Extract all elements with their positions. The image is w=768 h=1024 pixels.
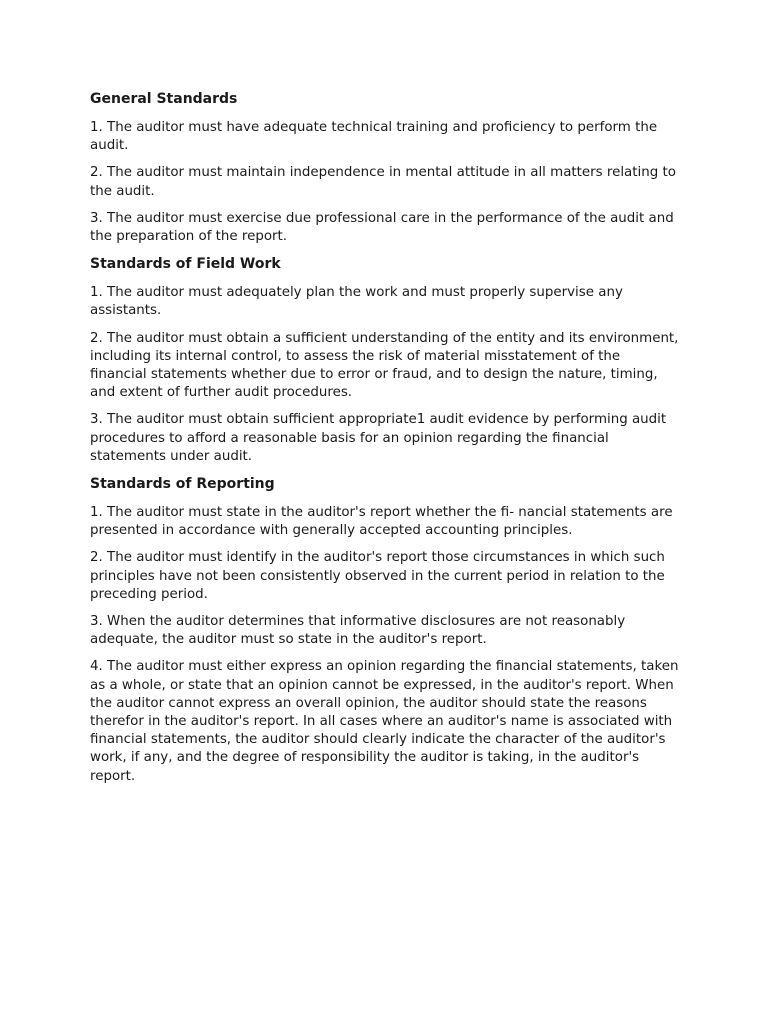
section-heading: Standards of Reporting (90, 476, 275, 493)
standard-paragraph: 1. The auditor must state in the auditor's report whether the fi- nancial statements are presented in accordance with generally accepted accounting principles. (90, 505, 673, 539)
standard-paragraph: 3. When the auditor determines that informative disclosures are not reasonably adequate, the auditor must so state in the auditor's report. (90, 614, 626, 648)
standard-paragraph: 4. The auditor must either express an opinion regarding the financial statements, taken as a whole, or state that an opinion cannot be expressed, in the auditor's report. When the auditor cannot express an overall opinion, the auditor should state the reasons therefor in the auditor's report. In all cases where an auditor's name is associated with financial statements, the auditor should clearly indicate the character of the auditor's work, if any, and the degree of responsibility the auditor is taking, in the auditor's report. (90, 659, 679, 784)
standard-paragraph: 1. The auditor must have adequate technical training and proficiency to perform the audit. (90, 120, 658, 154)
section-field-work (90, 255, 680, 466)
section-heading: General Standards (90, 91, 238, 107)
standard-paragraph: 3. The auditor must obtain sufficient appropriate1 audit evidence by performing audit procedures to afford a reasonable basis for an opinion regarding the financial statements under audit. (90, 412, 667, 464)
standard-paragraph: 1. The auditor must adequately plan the work and must properly supervise any assistants. (90, 285, 623, 319)
section-general-standards (90, 90, 680, 246)
section-reporting (90, 475, 680, 786)
standard-paragraph: 2. The auditor must identify in the auditor's report those circumstances in which such principles have not been consistently observed in the current period in relation to the preceding period. (90, 550, 665, 602)
section-heading: Standards of Field Work (90, 256, 281, 273)
standard-paragraph: 2. The auditor must obtain a sufficient understanding of the entity and its environment, including its internal control, to assess the risk of material misstatement of the financial statements whether due to error or fraud, and to design the nature, timing, and extent of further audit procedures. (90, 330, 679, 401)
document-page (90, 90, 680, 795)
standard-paragraph: 2. The auditor must maintain independence in mental attitude in all matters relating to the audit. (90, 165, 676, 199)
standard-paragraph: 3. The auditor must exercise due professional care in the performance of the audit and the preparation of the report. (90, 210, 674, 245)
